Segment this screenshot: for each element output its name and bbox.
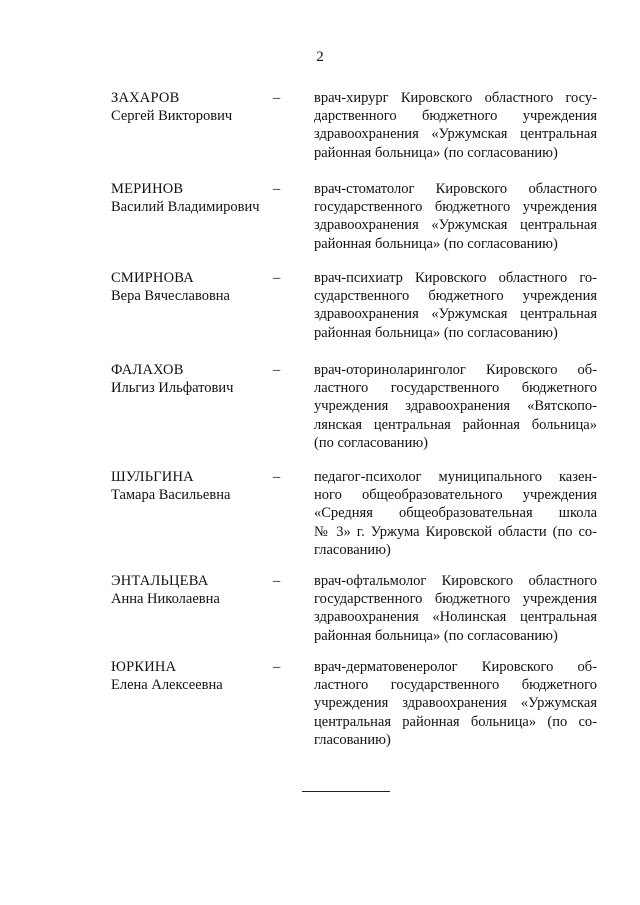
end-of-list-rule (302, 791, 390, 792)
position-line: врач-хирург Кировского областного госу- (314, 90, 597, 106)
member-given-names: Тамара Васильевна (111, 487, 231, 503)
position-line: здравоохранения «Уржумская центральная (314, 306, 597, 323)
member-name (111, 572, 286, 608)
member-given-names: Ильгиз Ильфатович (111, 380, 234, 396)
position-line: (по согласованию) (314, 434, 428, 451)
member-position (314, 269, 597, 342)
position-line: районная больница» (по согласованию) (314, 627, 558, 644)
position-line: № 3» г. Уржума Кировской области (по со- (314, 523, 597, 540)
position-line: врач-стоматолог Кировского областного (314, 181, 597, 197)
member-given-names: Василий Владимирович (111, 199, 260, 215)
position-line: центральная районная больница» (по со- (314, 713, 597, 730)
page-number: 2 (316, 49, 324, 65)
position-line: учреждения здравоохранения «Вятскопо- (314, 398, 597, 415)
entry-dash: – (273, 469, 281, 485)
position-line: врач-дерматовенеролог Кировского об- (314, 659, 597, 675)
position-line: здравоохранения «Уржумская центральная (314, 217, 597, 234)
member-surname: МЕРИНОВ (111, 181, 184, 197)
member-position (314, 572, 597, 645)
entry-dash: – (273, 362, 281, 378)
member-name (111, 658, 286, 694)
member-position (314, 89, 597, 162)
member-given-names: Анна Николаевна (111, 591, 220, 607)
position-line: здравоохранения «Уржумская центральная (314, 126, 597, 143)
entry-dash: – (273, 659, 281, 675)
member-surname: ШУЛЬГИНА (111, 469, 194, 485)
position-line: ластного государственного бюджетного (314, 380, 597, 397)
member-position (314, 468, 597, 559)
position-line: дарственного бюджетного учреждения (314, 108, 597, 125)
position-line: врач-психиатр Кировского областного го- (314, 270, 597, 286)
position-line: врач-оториноларинголог Кировского об- (314, 362, 597, 378)
position-line: районная больница» (по согласованию) (314, 235, 558, 252)
member-surname: СМИРНОВА (111, 270, 194, 286)
member-given-names: Елена Алексеевна (111, 677, 223, 693)
position-line: районная больница» (по согласованию) (314, 144, 558, 161)
position-line: ного общеобразовательного учреждения (314, 487, 597, 504)
member-name (111, 180, 286, 216)
member-position (314, 180, 597, 253)
position-line: здравоохранения «Нолинская центральная (314, 609, 597, 626)
position-line: учреждения здравоохранения «Уржумская (314, 695, 597, 712)
position-line: «Средняя общеобразовательная школа (314, 505, 597, 522)
entry-dash: – (273, 90, 281, 106)
member-name (111, 269, 286, 305)
position-line: государственного бюджетного учреждения (314, 199, 597, 216)
member-surname: ЗАХАРОВ (111, 90, 180, 106)
member-position (314, 361, 597, 452)
position-line: районная больница» (по согласованию) (314, 324, 558, 341)
member-name (111, 361, 286, 397)
member-surname: ФАЛАХОВ (111, 362, 184, 378)
entry-dash: – (273, 573, 281, 589)
member-surname: ЭНТАЛЬЦЕВА (111, 573, 209, 589)
position-line: гласованию) (314, 731, 391, 748)
position-line: ластного государственного бюджетного (314, 677, 597, 694)
member-surname: ЮРКИНА (111, 659, 177, 675)
member-given-names: Вера Вячеславовна (111, 288, 230, 304)
position-line: сударственного бюджетного учреждения (314, 288, 597, 305)
position-line: государственного бюджетного учреждения (314, 591, 597, 608)
position-line: педагог-психолог муниципального казен- (314, 469, 597, 485)
member-position (314, 658, 597, 749)
member-given-names: Сергей Викторович (111, 108, 233, 124)
position-line: гласованию) (314, 541, 391, 558)
entry-dash: – (273, 270, 281, 286)
position-line: врач-офтальмолог Кировского областного (314, 573, 597, 589)
entry-dash: – (273, 181, 281, 197)
member-name (111, 468, 286, 504)
member-name (111, 89, 286, 125)
position-line: лянская центральная районная больница» (314, 416, 597, 433)
